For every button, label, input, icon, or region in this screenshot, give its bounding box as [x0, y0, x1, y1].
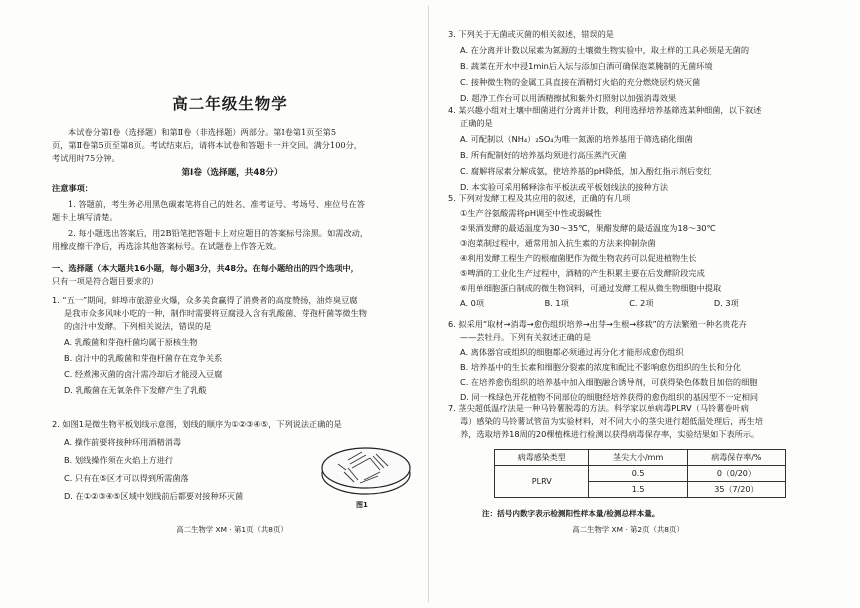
note-line: 2. 每小题选出答案后，用2B铅笔把答题卡上对应题目的答案标号涂黑。如需改动， [68, 228, 369, 238]
q3-option-a: A. 在分离并计数以尿素为氮源的土壤微生物实验中，取土样的工具必须是无菌的 [460, 45, 750, 55]
q1-stem: 1. “五一”期间，蚌埠市旅游业火爆，众多美食赢得了消费者的高度赞扬，油炸臭豆腐 [52, 295, 358, 305]
question-3 [448, 28, 824, 105]
page-title: 高二年级生物学 [172, 95, 288, 113]
table-header: 病毒感染类型 [495, 450, 589, 466]
q2-option-c: C. 只有在⑤区才可以得到所需菌落 [64, 473, 189, 483]
q4-stem: 正确的是 [460, 118, 493, 128]
q4-option-c: C. 腐解将尿素分解成氨，使培养基的pH降低，加入酚红指示剂后变红 [460, 166, 712, 176]
q6-stem: ——芸牡丹。下列有关叙述正确的是 [460, 332, 592, 342]
q5-option-b: B. 1项 [544, 298, 569, 308]
table-cell: 0.5 [589, 466, 687, 482]
question-6 [448, 318, 824, 404]
q7-stem: 毒）感染的马铃薯试管苗为实验材料，对不同大小的茎尖进行超低温处理后，再生培 [460, 416, 763, 426]
note-line: 用橡皮擦干净后，再选涂其他答案标号。在试题卷上作答无效。 [52, 241, 282, 251]
q3-option-b: B. 蔬菜在开水中浸1min后入坛与添加白酒可确保泡菜腌制的无菌环境 [460, 61, 713, 71]
notes-heading: 注意事项： [52, 183, 93, 193]
q2-stem: 2. 如图1是微生物平板划线示意图，划线的顺序为①②③④⑤，下列说法正确的是 [52, 419, 342, 429]
q5-stem: 5. 下列对发酵工程及其应用的叙述，正确的有几项 [448, 193, 631, 203]
q5-statement: ⑤啤酒的工业化生产过程中，酒精的产生积累主要在后发酵阶段完成 [460, 268, 705, 278]
q2-option-b: B. 划线操作须在火焰上方进行 [64, 455, 174, 465]
q5-statement: ④利用发酵工程生产的根瘤菌肥作为微生物农药可以促进植物生长 [460, 253, 697, 263]
q1-stem: 的卤汁中发酵。下列相关说法，错误的是 [64, 321, 212, 331]
q6-option-a: A. 离体器官或组织的细胞都必须通过再分化才能形成愈伤组织 [460, 347, 684, 357]
q4-option-a: A. 可配制以（NH₄）₂SO₄为唯一氮源的培养基用于筛选硝化细菌 [460, 134, 693, 144]
q1-option-a: A. 乳酸菌和芽孢杆菌均属于原核生物 [64, 337, 198, 347]
petri-dish-figure [318, 430, 414, 502]
table-note: 注：括号内数字表示检测阳性样本量/检测总样本量。 [482, 509, 660, 518]
question-1 [52, 294, 412, 397]
left-footer: 高二生物学 XM · 第1页（共8页） [176, 525, 288, 534]
question-5 [448, 192, 824, 310]
section1-heading: 第Ⅰ卷（选择题，共48分） [181, 168, 283, 178]
question-4 [448, 104, 824, 194]
intro-line: 考试用时75分钟。 [52, 153, 120, 163]
q5-option-c: C. 2项 [629, 298, 654, 308]
table-cell: 1.5 [589, 482, 687, 498]
q4-stem: 4. 某兴趣小组对土壤中细菌进行分离并计数，利用选择培养基筛选某种细菌，以下叙述 [448, 105, 762, 115]
q3-stem: 3. 下列关于无菌或灭菌的相关叙述，错误的是 [448, 29, 614, 39]
virus-table [494, 449, 786, 498]
q6-option-b: B. 培养基中的生长素和细胞分裂素的浓度和配比不影响愈伤组织的生长和分化 [460, 362, 742, 372]
table-cell-virus: PLRV [495, 466, 589, 498]
q5-option-a: A. 0项 [460, 298, 485, 308]
figure-label: 图1 [356, 501, 368, 509]
section-line: 只有一项是符合题目要求的） [52, 276, 159, 286]
q7-stem: 7. 茎尖超低温疗法是一种马铃薯脱毒的方法。科学家以单病毒PLRV（马铃薯卷叶病 [448, 403, 749, 413]
table-header: 病毒保存率/% [687, 450, 785, 466]
table-cell: 35（7/20） [687, 482, 785, 498]
q5-statement: ①生产谷氨酸需将pH调至中性或弱碱性 [460, 208, 602, 218]
table-header: 茎尖大小/mm [589, 450, 687, 466]
q1-option-d: D. 乳酸菌在无氧条件下发酵产生了乳酸 [64, 385, 207, 395]
q6-option-c: C. 在培养愈伤组织的培养基中加入细胞融合诱导剂，可获得染色体数目加倍的细胞 [460, 377, 758, 387]
q5-options [448, 297, 824, 310]
q7-stem: 养，选取培养18周的20棵植株进行检测以获得病毒保存率，实验结果如下表所示。 [460, 429, 760, 439]
q1-stem: 是我市众多风味小吃的一种，制作时需要将豆腐浸入含有乳酸菌、芽孢杆菌等微生物 [64, 308, 367, 318]
table-header-row [495, 450, 786, 466]
intro-line: 页，第Ⅱ卷第5页至第8页。考试结束后，请将本试卷和答题卡一并交回。满分100分， [52, 140, 362, 150]
q5-statement: ③泡菜制过程中，通常用加入抗生素的方法来抑制杂菌 [460, 238, 656, 248]
q6-stem: 6. 拟采用“取材→消毒→愈伤组织培养→出芽→生根→移栽”的方法繁殖一种名贵花卉 [448, 319, 747, 329]
q2-option-a: A. 操作前要将接种环用酒精消毒 [64, 437, 182, 447]
q6-option-d: D. 同一株绿色开花植物不同部位的细胞经培养获得的愈伤组织的基因型不一定相同 [460, 392, 759, 402]
section-line: 一、选择题（本大题共16小题，每小题3分，共48分。在每小题给出的四个选项中， [52, 263, 359, 273]
q5-statement: ②果酒发酵的最适温度为30～35℃，果醋发酵的最适温度为18～30℃ [460, 223, 716, 233]
notes-block [52, 182, 412, 253]
q5-statement: ⑥用单细胞蛋白制成的微生物饲料，可通过发酵工程从微生物细胞中提取 [460, 283, 722, 293]
q3-option-c: C. 接种微生物的金属工具直接在酒精灯火焰的充分燃烧层灼烧灭菌 [460, 77, 701, 87]
q2-option-d: D. 在①②③④⑤区域中划线前后都要对接种环灭菌 [64, 491, 244, 501]
note-line: 题卡上填写清楚。 [52, 212, 118, 222]
q1-option-c: C. 经煮沸灭菌的卤汁需冷却后才能浸入豆腐 [64, 369, 223, 379]
q5-option-d: D. 3项 [713, 298, 739, 308]
q4-option-d: D. 本实验可采用稀释涂布平板法或平板划线法的接种方法 [460, 182, 669, 192]
q3-option-d: D. 超净工作台可以用酒精擦拭和紫外灯照射以加强消毒效果 [460, 93, 677, 103]
table-row [495, 466, 786, 482]
note-line: 1. 答题前，考生务必用黑色碳素笔将自己的姓名、准考证号、考场号、座位号在答 [68, 199, 365, 209]
intro-line: 本试卷分第Ⅰ卷（选择题）和第Ⅱ卷（非选择题）两部分。第Ⅰ卷第1页至第5 [68, 127, 337, 137]
q4-option-b: B. 所有配制好的培养基均须进行高压蒸汽灭菌 [460, 150, 627, 160]
choice-section-heading [52, 262, 412, 288]
table-cell: 0（0/20） [687, 466, 785, 482]
right-footer: 高二生物学 XM · 第2页（共8页） [572, 525, 684, 534]
intro-paragraph [52, 126, 412, 165]
q1-option-b: B. 卤汁中的乳酸菌和芽孢杆菌存在竞争关系 [64, 353, 223, 363]
question-7 [448, 402, 824, 441]
